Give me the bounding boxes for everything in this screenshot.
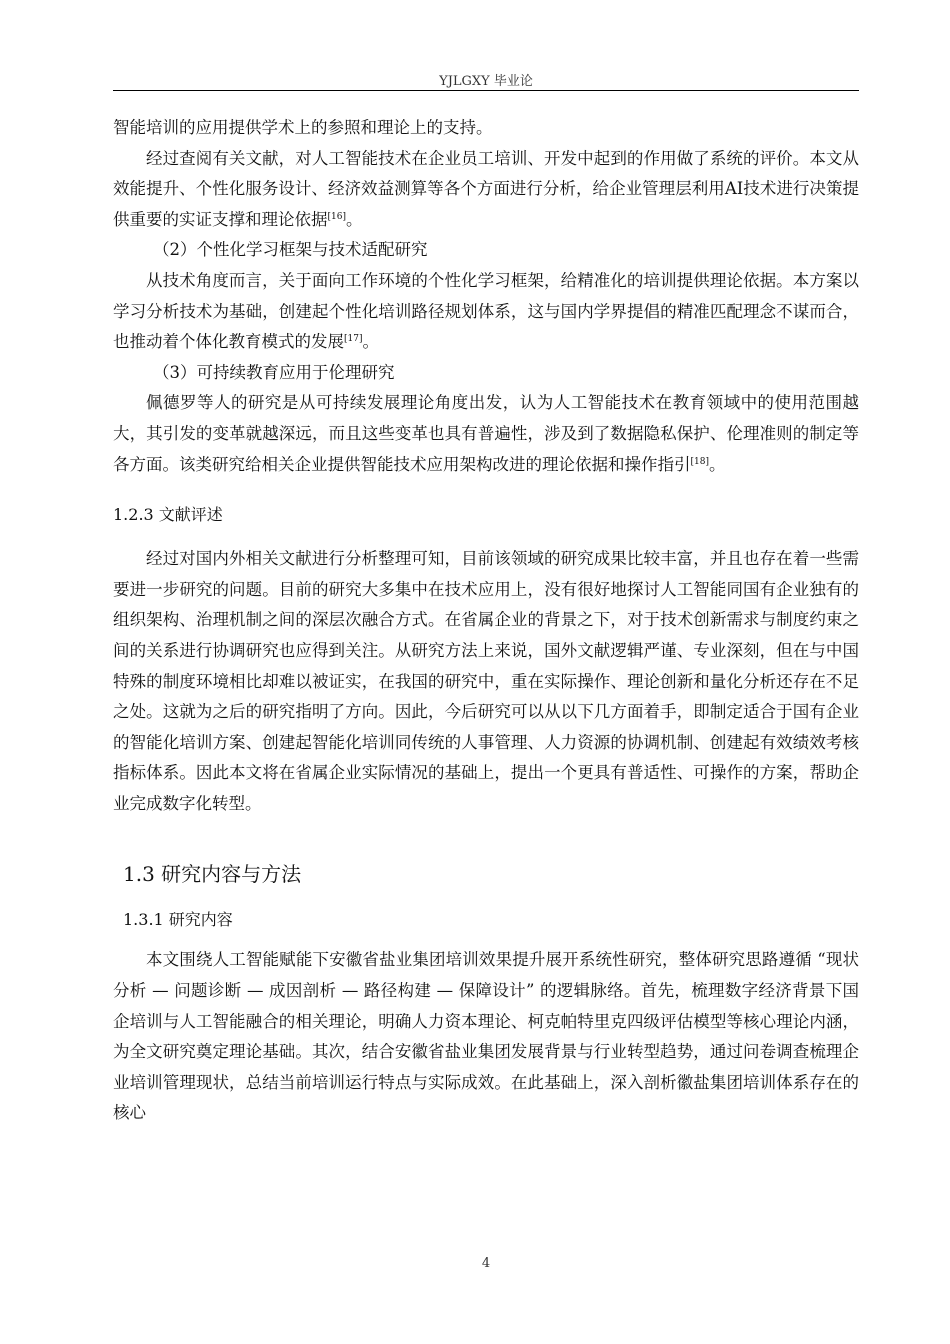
- punctuation: 。: [362, 332, 379, 352]
- subitem-label-2: [113, 235, 859, 266]
- paragraph-research-content: [113, 945, 859, 1129]
- paragraph-text: 智能培训的应用提供学术上的参照和理论上的支持。: [113, 118, 493, 137]
- punctuation: 。: [345, 209, 363, 229]
- page-number: 4: [481, 1256, 491, 1271]
- paragraph-text: 从技术角度而言，关于面向工作环境的个性化学习框架，给精准化的培训提供理论依据。本方案以学习分析技术为基础，创建起个性化培训路径规划体系，这与国内学界提倡的精准匹配理念不谋而合，也推动着个体化教育模式的发展: [113, 270, 859, 352]
- page-body: [113, 113, 859, 1129]
- section-heading-1-3: 1.3 研究内容与方法: [123, 862, 302, 887]
- paragraph-personalized-learning: [113, 266, 859, 358]
- paragraph-text: 经过查阅有关文献，对人工智能技术在企业员工培训、开发中起到的作用做了系统的评价。本文从效能提升、个性化服务设计、经济效益测算等各个方面进行分析，给企业管理层利用AI技术进行决策提供重要的实证支撑和理论依据: [113, 148, 859, 229]
- subitem-text: （3）可持续教育应用于伦理研究: [153, 362, 395, 382]
- punctuation: 。: [708, 454, 726, 474]
- paragraph-literature-review: [113, 544, 859, 819]
- paragraph-text: 经过对国内外相关文献进行分析整理可知，目前该领域的研究成果比较丰富，并且也存在着一些需要进一步研究的问题。目前的研究大多集中在技术应用上，没有很好地探讨人工智能同国有企业独有的组织架构、治理机制之间的深层次融合方式。在省属企业的背景之下，对于技术创新需求与制度约束之间的关系进行协调研究也应得到关注。从研究方法上来说，国外文献逻辑严谨、专业深刻，但在与中国特殊的制度环境相比却难以被证实，在我国的研究中，重在实际操作、理论创新和量化分析还存在不足之处。这就为之后的研究指明了方向。因此，今后研究可以从以下几方面着手，即制定适合于国有企业的智能化培训方案、创建起智能化培训同传统的人事管理、人力资源的协调机制、创建起有效绩效考核指标体系。因此本文将在省属企业实际情况的基础上，提出一个更具有普适性、可操作的方案，帮助企业完成数字化转型。: [113, 549, 859, 813]
- citation: [16]: [327, 211, 346, 222]
- paragraph-literature-evaluation: [113, 144, 859, 236]
- section-heading-1-2-3: 1.2.3 文献评述: [113, 505, 223, 525]
- subitem-label-3: [113, 358, 859, 389]
- header-divider: [113, 90, 859, 91]
- citation: [18]: [690, 456, 709, 467]
- paragraph-continued: [113, 113, 859, 144]
- paragraph-text: 佩德罗等人的研究是从可持续发展理论角度出发，认为人工智能技术在教育领域中的使用范围越大，其引发的变革就越深远，而且这些变革也具有普遍性，涉及到了数据隐私保护、伦理准则的制定等各方面。该类研究给相关企业提供智能技术应用架构改进的理论依据和操作指引: [113, 393, 859, 474]
- running-header: YJLGXY 毕业论: [439, 74, 533, 89]
- paragraph-sustainable-ethics: [113, 388, 859, 480]
- section-heading-1-3-1: 1.3.1 研究内容: [123, 910, 233, 930]
- citation: [17]: [344, 334, 363, 345]
- subitem-text: （2）个性化学习框架与技术适配研究: [153, 240, 428, 260]
- paragraph-text: 本文围绕人工智能赋能下安徽省盐业集团培训效果提升展开系统性研究，整体研究思路遵循 “现状分析 — 问题诊断 — 成因剖析 — 路径构建 — 保障设计” 的逻辑脉络。首先，梳理数字经济背景下国企培训与人工智能融合的相关理论，明确人力资本理论、柯克帕特里克四级评估模型等核心理论内涵，为全文研究奠定理论基础。其次，结合安徽省盐业集团发展背景与行业转型趋势，通过问卷调查梳理企业培训管理现状，总结当前培训运行特点与实际成效。在此基础上，深入剖析徽盐集团培训体系存在的核心: [113, 950, 859, 1123]
